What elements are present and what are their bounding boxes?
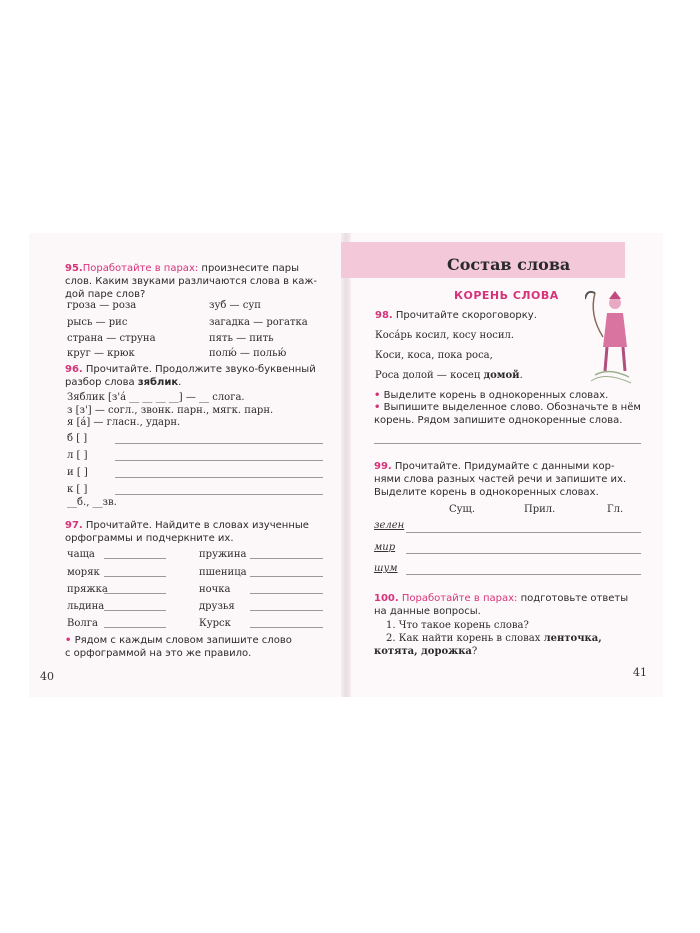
ex99-heading (374, 460, 642, 473)
ex96-row-last: __б., __зв. (67, 497, 117, 508)
ex100-question-2 (386, 632, 602, 645)
writing-line[interactable] (115, 443, 323, 444)
ex97-word: чаща (67, 549, 95, 560)
ex97-word: льдина (67, 601, 105, 612)
ex98-bold-word: домой (483, 370, 520, 381)
writing-line[interactable] (374, 443, 641, 444)
ex95-pair: гроза — роза (67, 300, 137, 311)
writing-line[interactable] (104, 627, 166, 628)
ex97-word: Курск (199, 618, 231, 629)
ex95-pair: пять — пить (209, 333, 274, 344)
ex97-word: Волга (67, 618, 98, 629)
ex96-row-1: Зяблик [з'а́ __ __ __ __] — __ слога. (67, 392, 245, 403)
ex96-text-2a: разбор слова (65, 377, 138, 388)
bullet-icon: • (374, 390, 381, 401)
ex97-text-1: Прочитайте. Найдите в словах изученные (82, 520, 309, 531)
ex96-letter: б [ ] (67, 433, 88, 444)
writing-line[interactable] (406, 553, 641, 554)
writing-line[interactable] (115, 477, 323, 478)
ex98-line-2: Коси, коса, пока роса, (375, 350, 493, 361)
ex100-heading (374, 592, 628, 605)
ex96-row-2: з [з'] — согл., звонк. парн., мягк. парн. (67, 405, 274, 416)
writing-line[interactable] (250, 576, 323, 577)
ex100-task-type: Поработайте в парах: (401, 593, 518, 604)
ex95-pair: загадка — рогатка (209, 317, 308, 328)
ex95-pair: зуб — суп (209, 300, 261, 311)
ex98-line-3 (375, 369, 523, 382)
ex100-text-2: на данные вопросы. (374, 606, 481, 617)
ex100-number: 100. (374, 593, 399, 604)
ex99-col-header: Сущ. (449, 504, 476, 515)
ex99-col-header: Прил. (524, 504, 556, 515)
section-title: Состав слова (447, 255, 571, 274)
ex95-text-3: дой паре слов? (65, 289, 146, 300)
ex98-line-1: Коса́рь косил, косу носил. (375, 330, 515, 341)
ex99-text-1: Прочитайте. Придумайте с данными кор- (391, 461, 615, 472)
ex96-letter: к [ ] (67, 484, 88, 495)
writing-line[interactable] (250, 627, 323, 628)
ex100-question-1: 1. Что такое корень слова? (386, 620, 529, 631)
ex99-text-3: Выделите корень в однокоренных словах. (374, 487, 599, 498)
ex97-word: друзья (199, 601, 235, 612)
ex95-pair: рысь — рис (67, 317, 128, 328)
ex97-note-1 (65, 634, 292, 647)
ex98-number: 98. (375, 310, 393, 321)
writing-line[interactable] (406, 532, 641, 533)
ex99-root: шум (374, 563, 398, 574)
ex98-line-3a: Роса долой — косец (375, 370, 484, 381)
ex95-number: 95. (65, 263, 83, 274)
ex97-word: пшеница (199, 567, 247, 578)
ex98-bullet-2-cont: корень. Рядом запишите однокоренные слова. (374, 415, 623, 426)
writing-line[interactable] (250, 558, 323, 559)
ex100-q2-text: 2. Как найти корень в словах (386, 633, 544, 644)
ex98-bullet-2 (374, 401, 641, 414)
ex99-root: мир (374, 542, 396, 553)
writing-line[interactable] (115, 460, 323, 461)
ex98-line-3c: . (519, 370, 523, 381)
ex96-number: 96. (65, 364, 83, 375)
ex95-pair: страна — струна (67, 333, 156, 344)
ex99-root: зелен (374, 520, 405, 531)
ex96-text-2b: . (178, 377, 182, 388)
ex98-bullet-2-text: Выпишите выделенное слово. Обозначьте в нём (383, 402, 641, 413)
writing-line[interactable] (406, 574, 641, 575)
ex98-text: Прочитайте скороговорку. (392, 310, 537, 321)
ex98-bullet-1-text: Выделите корень в однокоренных словах. (383, 390, 609, 401)
ex95-text-2: слов. Каким звуками различаются слова в каж- (65, 276, 317, 287)
ex95-pair: круг — крюк (67, 348, 135, 359)
writing-line[interactable] (104, 593, 166, 594)
page-number-right: 41 (633, 666, 647, 679)
ex97-number: 97. (65, 520, 83, 531)
ex95-pair: полю́ — полью́ (209, 348, 287, 359)
ex96-text-2 (65, 376, 181, 389)
ex97-note-2: с орфограммой на это же правило. (65, 648, 252, 659)
page-number-left: 40 (40, 670, 54, 683)
writing-line[interactable] (115, 494, 323, 495)
ex96-text-1: Прочитайте. Продолжите звуко-буквенный (82, 364, 316, 375)
ex97-text-2: орфограммы и подчеркните их. (65, 533, 234, 544)
ex97-heading (65, 519, 327, 532)
writing-line[interactable] (104, 576, 166, 577)
ex96-row-3: я [а́] — гласн., ударн. (67, 417, 181, 428)
bullet-icon: • (374, 402, 381, 413)
ex95-text-1: произнесите пары (198, 263, 299, 274)
ex96-word: зяблик (137, 377, 179, 388)
book-gutter (341, 233, 351, 697)
bullet-icon: • (65, 635, 72, 646)
writing-line[interactable] (104, 610, 166, 611)
ex97-word: пружина (199, 549, 247, 560)
ex97-word: ночка (199, 584, 231, 595)
section-subtitle: КОРЕНЬ СЛОВА (454, 289, 559, 302)
ex97-word: моряк (67, 567, 100, 578)
ex95-heading (65, 262, 327, 275)
ex96-heading (65, 363, 327, 376)
ex100-text-1: подготовьте ответы (517, 593, 629, 604)
writing-line[interactable] (104, 558, 166, 559)
ex96-letter: и [ ] (67, 467, 88, 478)
ex100-q2-word: ленточка, (543, 633, 602, 644)
ex99-text-2: нями слова разных частей речи и запишите их. (374, 474, 627, 485)
ex100-q2-words: котята, дорожка (374, 646, 472, 657)
ex100-question-2-cont (374, 645, 477, 658)
ex100-q2-end: ? (471, 646, 478, 657)
writing-line[interactable] (250, 593, 323, 594)
ex96-letter: л [ ] (67, 450, 88, 461)
ex97-note-text-1: Рядом с каждым словом запишите слово (74, 635, 292, 646)
ex99-number: 99. (374, 461, 392, 472)
ex98-heading (375, 309, 537, 322)
writing-line[interactable] (250, 610, 323, 611)
reaper-illustration (585, 285, 633, 385)
ex99-col-header: Гл. (607, 504, 624, 515)
ex95-task-type: Поработайте в парах: (82, 263, 199, 274)
ex97-word: пряжка (67, 584, 108, 595)
